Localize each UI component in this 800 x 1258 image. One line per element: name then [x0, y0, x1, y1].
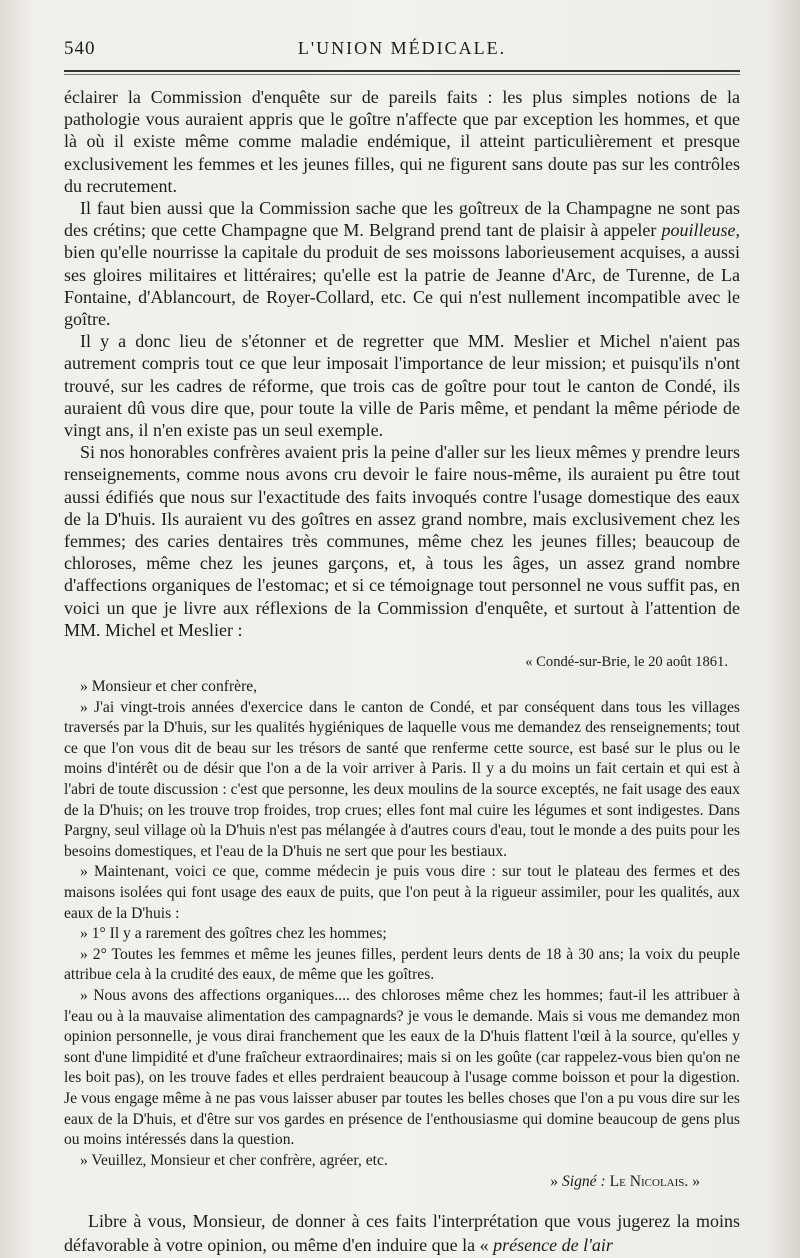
closing-paragraph [64, 1209, 740, 1257]
page-header [64, 38, 740, 68]
header-rule [64, 70, 740, 72]
signature-quote-close: » [688, 1173, 700, 1191]
letter-paragraph: » Nous avons des affections organiques.... des chloroses même chez les hommes; faut-il les attribuer à l'eau ou à la mauvaise alimentation des campagnards? je vous le demande. Mais si vous me demandez mon opinion personnelle, je vous dirai franchement que les eaux de la D'huis flattent l'œil à la source, qu'elles y sont d'une limpidité et d'une fraîcheur extraordinaires; mais si on les goûte (car rappelez-vous bien qu'on ne les boit pas), on les trouve fades et elles perdraient beaucoup à l'usage comme boisson et pour la digestion. Je vous engage même à ne pas vous laisser abuser par toutes les belles choses que l'on a pu vous dire sur les eaux de la D'huis, et d'être sur vos gardes en présence de l'enthousiasme qui domine beaucoup de gens plus ou moins intéressés dans la question. [64, 986, 740, 1149]
quoted-letter [64, 651, 740, 1193]
closing-paragraph-text: Libre à vous, Monsieur, de donner à ces faits l'interprétation que vous jugerez la moins défavorable à votre opinion, ou même d'en induire que la « [64, 1211, 740, 1256]
letter-dateline: « Condé-sur-Brie, le 20 août 1861. [525, 654, 728, 671]
letter-paragraph: » 2° Toutes les femmes et même les jeunes filles, perdent leurs dents de 18 à 30 ans; la voix du peuple attribue cela à la crudité des eaux, de même que les goîtres. [64, 945, 740, 984]
paragraph-1: éclairer la Commission d'enquête sur de pareils faits : les plus simples notions de la pathologie vous auraient appris que le goître n'affecte que par exception les hommes, et que là où il existe même comme maladie endémique, il atteint particulièrement et presque exclusivement les femmes et les jeunes filles, qui ne figurent sans doute pas sur les contrôles du recrutement. [64, 87, 740, 196]
letter-paragraph: » 1° Il y a rarement des goîtres chez les hommes; [80, 925, 387, 943]
signature-label: Signé : [561, 1173, 606, 1191]
paragraph-2-text-end: , bien qu'elle nourrisse la capitale du produit de ses moissons laborieusement acquises, a aussi ses gloires militaires et littéraires; qu'elle est la patrie de Jeanne d'Arc, de Turenne, de La Fontaine, d'Ablancourt, de Royer-Collard, etc. Ce qui n'est nullement incompatible avec le goître. [64, 220, 740, 330]
italic-word: pouilleuse [661, 220, 736, 241]
letter-paragraph: » Maintenant, voici ce que, comme médecin je puis vous dire : sur tout le plateau des fermes et des maisons isolées qui font usage des eaux de puits, que l'on peut à la rigueur assimiler, pour les qualités, aux eaux de la D'huis : [64, 863, 740, 922]
paragraph-2 [64, 197, 740, 330]
signature-quote-open: » [550, 1173, 562, 1191]
header-rule-thin [64, 74, 740, 75]
letter-paragraph: » J'ai vingt-trois années d'exercice dans le canton de Condé, et par conséquent dans tous les villages traversés par la D'huis, sur les qualités hygiéniques de laquelle vous me demandez des renseignements; tout ce que l'on vous dit de beau sur les trésors de santé que renferme cette source, est basé sur le plus ou le moins d'intérêt ou de désir que l'on a de la voir arriver à Paris. Il y a du moins un fait certain et qui est à l'abri de toute discussion : c'est que personne, les deux moulins de la source exceptés, ne fait usage des eaux de la D'huis; on les trouve trop froides, trop crues; elles font mal cuire les légumes et sont indigestes. Dans Pargny, seul village où la D'huis n'est pas mélangée à d'autres cours d'eau, tout le monde a des puits pour les besoins domestiques, et l'eau de la D'huis ne sert que pour les bestiaux. [64, 698, 740, 860]
closing-text [64, 1209, 740, 1257]
body-text [64, 86, 740, 1257]
letter-closing-formula: » Veuillez, Monsieur et cher confrère, agréer, etc. [80, 1151, 388, 1169]
letter-salutation: » Monsieur et cher confrère, [80, 678, 258, 696]
page-number: 540 [64, 38, 96, 59]
letter-signature [64, 1171, 740, 1193]
signature-name: Le Nicolais. [609, 1173, 689, 1191]
running-head: L'UNION MÉDICALE. [297, 38, 507, 58]
closing-italic: présence de l'air [493, 1235, 613, 1256]
paragraph-3: Il y a donc lieu de s'étonner et de regretter que MM. Meslier et Michel n'aient pas autrement compris tout ce que leur imposait l'importance de leur mission; et puisqu'ils n'ont trouvé, sur les cadres de réforme, que trois cas de goître pour tout le canton de Condé, ils auraient dû vous dire que, pour toute la ville de Paris même, et pendant la même période de vingt ans, il n'en existe pas un seul exemple. [64, 331, 740, 441]
paragraph-2-text: Il faut bien aussi que la Commission sache que les goîtreux de la Champagne ne sont pas des crétins; que cette Champagne que M. Belgrand prend tant de plaisir à appeler [64, 198, 740, 241]
main-text [64, 86, 740, 641]
paragraph-4: Si nos honorables confrères avaient pris la peine d'aller sur les lieux mêmes y prendre leurs renseignements, comme nous avons cru devoir le faire nous-même, ils auraient pu être tout aussi édifiés que nous sur l'exactitude des faits invoqués contre l'usage domestique des eaux de la D'huis. Ils auraient vu des goîtres en assez grand nombre, mais exclusivement chez les femmes; des caries dentaires très communes, même chez les jeunes filles; beaucoup de chloroses, même chez les jeunes garçons, et, à tous les âges, un assez grand nombre d'affections organiques de l'estomac; et si ce témoignage tout personnel ne vous suffit pas, en voici un que je livre aux réflexions de la Commission d'enquête, et surtout à l'attention de MM. Michel et Meslier : [64, 442, 740, 640]
